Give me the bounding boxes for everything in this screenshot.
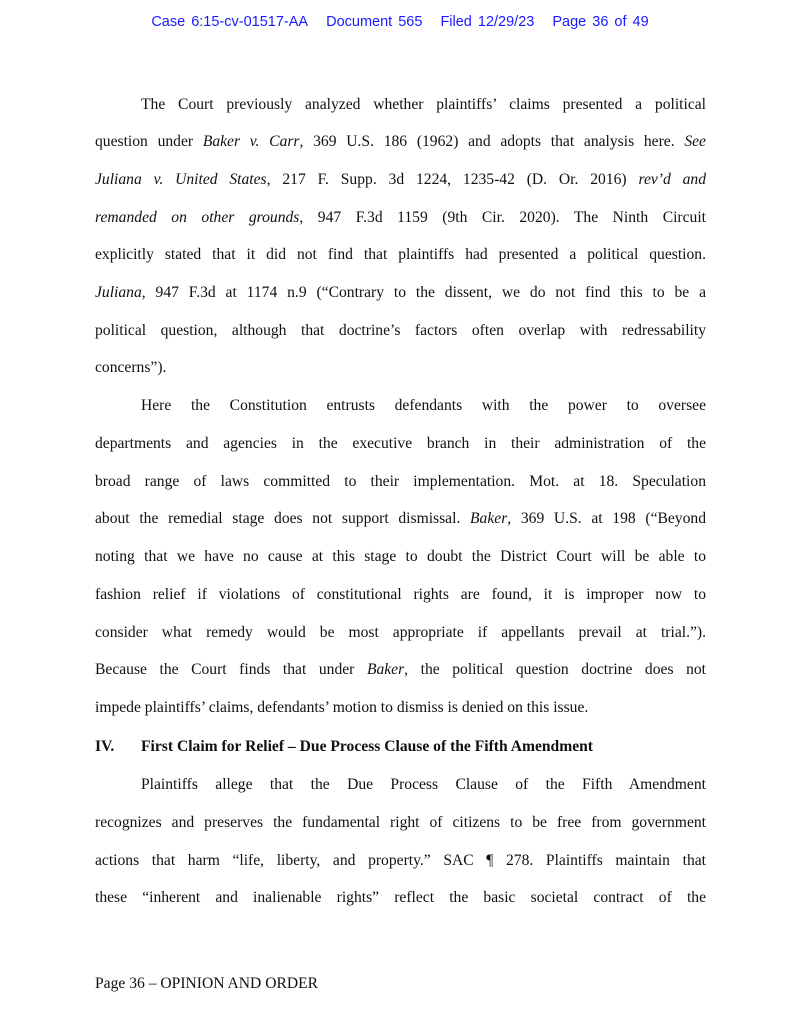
text-segment: impede plaintiffs’ claims, defendants’ motion to dismiss is denied on this issue. xyxy=(95,699,589,716)
italic-citation: Baker xyxy=(366,661,405,678)
text-segment: , 217 F. Supp. 3d 1224, 1235-42 (D. Or. 2016) xyxy=(266,171,639,188)
text-line xyxy=(95,358,706,378)
document-number: Document 565 xyxy=(326,14,423,30)
text-segment: Plaintiffs allege that the Due Process Clause of the Fifth Amendment xyxy=(141,776,706,793)
text-line xyxy=(95,585,706,605)
text-segment: The Court previously analyzed whether plaintiffs’ claims presented a political xyxy=(141,96,706,113)
filed-date: Filed 12/29/23 xyxy=(440,14,535,30)
italic-citation: Juliana xyxy=(95,284,142,301)
text-segment: departments and agencies in the executive branch in their administration of the xyxy=(95,435,706,452)
text-segment: concerns”). xyxy=(95,359,167,376)
text-line xyxy=(95,245,706,265)
italic-citation: remanded on other grounds xyxy=(95,209,300,226)
page-footer: Page 36 – OPINION AND ORDER xyxy=(95,975,319,992)
text-line xyxy=(95,623,706,643)
text-segment: , 947 F.3d 1159 (9th Cir. 2020). The Ninth Circuit xyxy=(299,209,706,226)
text-line xyxy=(95,472,706,492)
text-line xyxy=(95,547,706,567)
text-segment: , the political question doctrine does not xyxy=(404,661,706,678)
text-line xyxy=(95,170,706,190)
section-title: First Claim for Relief – Due Process Clause of the Fifth Amendment xyxy=(141,738,593,755)
text-line xyxy=(95,851,706,871)
italic-citation: Juliana v. United States xyxy=(95,171,267,188)
text-line xyxy=(95,434,706,454)
italic-citation: Baker xyxy=(470,510,508,527)
case-number: Case 6:15-cv-01517-AA xyxy=(151,14,309,30)
text-segment: explicitly stated that it did not find that plaintiffs had presented a political question. xyxy=(95,246,706,263)
text-segment: , 369 U.S. 186 (1962) and adopts that analysis here. xyxy=(299,133,685,150)
section-heading xyxy=(95,737,706,757)
text-segment: , 369 U.S. at 198 (“Beyond xyxy=(507,510,706,527)
text-line xyxy=(95,321,706,341)
text-line xyxy=(95,396,706,416)
text-segment: recognizes and preserves the fundamental right of citizens to be free from government xyxy=(95,814,706,831)
text-line xyxy=(95,698,706,718)
page-indicator: Page 36 of 49 xyxy=(552,14,649,30)
text-line xyxy=(95,95,706,115)
text-segment: actions that harm “life, liberty, and property.” SAC ¶ 278. Plaintiffs maintain that xyxy=(95,852,706,869)
case-header xyxy=(0,14,800,30)
text-line xyxy=(95,283,706,303)
text-segment: Here the Constitution entrusts defendants with the power to oversee xyxy=(141,397,706,414)
text-line xyxy=(95,888,706,908)
section-number: IV. xyxy=(95,738,115,755)
text-line xyxy=(95,509,706,529)
text-segment: noting that we have no cause at this stage to doubt the District Court will be able to xyxy=(95,548,706,565)
text-segment: political question, although that doctrine’s factors often overlap with redressability xyxy=(95,322,706,339)
text-line xyxy=(95,775,706,795)
text-segment: , 947 F.3d at 1174 n.9 (“Contrary to the dissent, we do not find this to be a xyxy=(141,284,706,301)
italic-citation: Baker v. Carr xyxy=(202,133,300,150)
text-segment: broad range of laws committed to their implementation. Mot. at 18. Speculation xyxy=(95,473,706,490)
text-line xyxy=(95,132,706,152)
text-line xyxy=(95,813,706,833)
text-segment: question under xyxy=(95,133,203,150)
text-line xyxy=(95,208,706,228)
text-segment: about the remedial stage does not support dismissal. xyxy=(95,510,471,527)
text-segment: these “inherent and inalienable rights” reflect the basic societal contract of the xyxy=(95,889,706,906)
text-line xyxy=(95,660,706,680)
text-segment: fashion relief if violations of constitutional rights are found, it is improper now to xyxy=(95,586,706,603)
italic-citation: See xyxy=(684,133,706,150)
text-segment: Because the Court finds that under xyxy=(95,661,367,678)
text-segment: consider what remedy would be most appropriate if appellants prevail at trial.”). xyxy=(95,624,706,641)
italic-citation: rev’d and xyxy=(638,171,707,188)
